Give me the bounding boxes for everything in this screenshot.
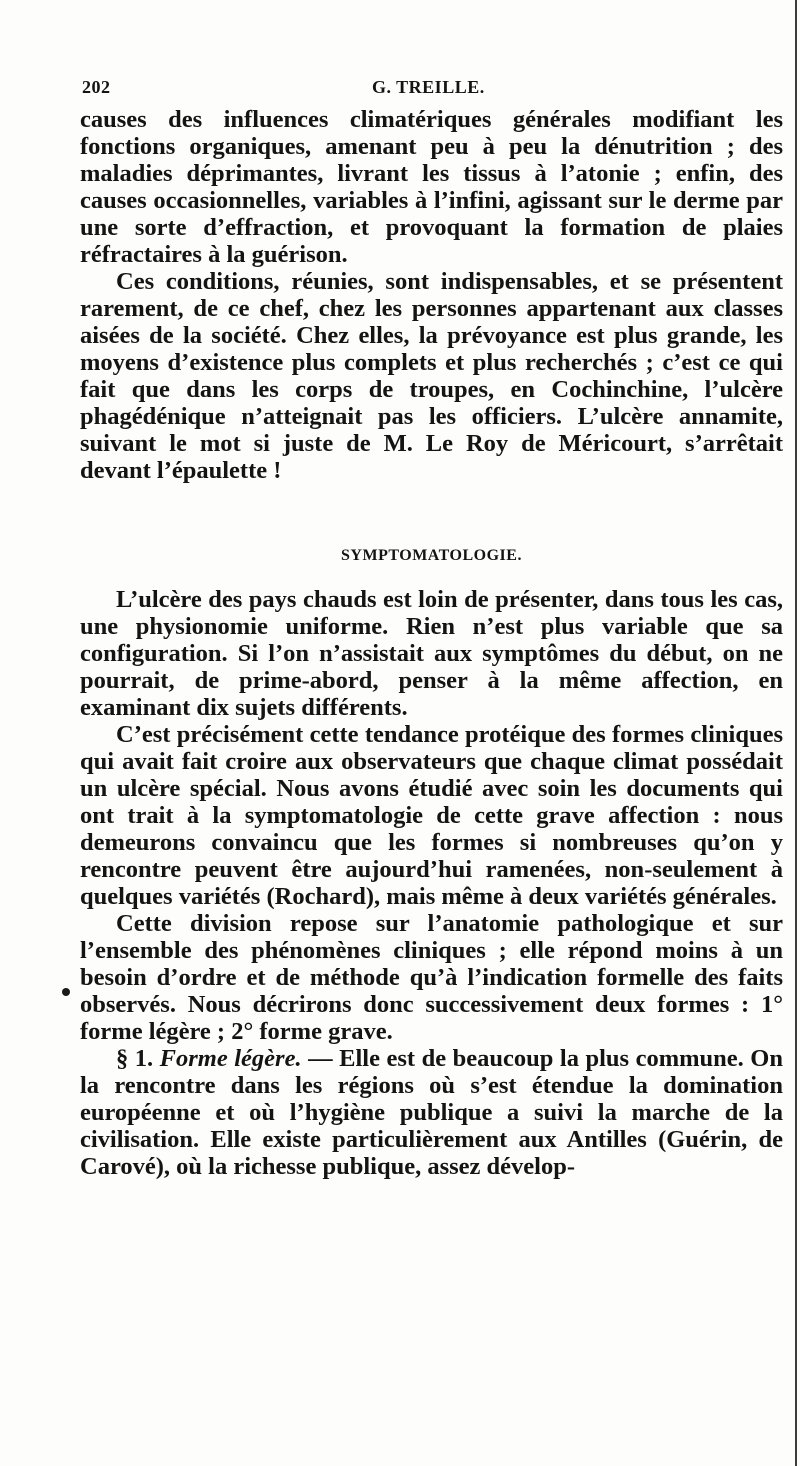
- page-edge-line: [795, 0, 797, 1466]
- paragraph-conditions: Ces conditions, réunies, sont indispensables, et se présentent rarement, de ce chef, chez les personnes appartenant aux classes aisées de la société. Chez elles, la prévoyance est plus grande, les moyens d’existence plus complets et plus recherchés ; c’est ce qui fait que dans les corps de troupes, en Cochinchine, l’ulcère phagédénique n’atteignait pas les officiers. L’ulcère annamite, suivant le mot si juste de M. Le Roy de Méricourt, s’arrêtait devant l’épaulette !: [80, 268, 783, 484]
- paragraph-forme-legere: [80, 1045, 783, 1180]
- page-header: [82, 77, 782, 101]
- page-number: 202: [82, 77, 111, 97]
- running-head: G. TREILLE.: [372, 77, 485, 97]
- paragraph-continuation: causes des influences climatériques générales modifiant les fonctions organiques, amenant peu à peu la dénutrition ; des maladies déprimantes, livrant les tissus à l’atonie ; enfin, des causes occasionnelles, variables à l’infini, agissant sur le derme par une sorte d’effraction, et provoquant la formation de plaies réfractaires à la guérison.: [80, 106, 783, 268]
- margin-mark: [62, 988, 70, 996]
- body-text: [80, 106, 783, 1180]
- subsection-number: § 1.: [116, 1045, 160, 1072]
- paragraph-division: Cette division repose sur l’anatomie pathologique et sur l’ensemble des phénomènes cliniques ; elle répond moins à un besoin d’ordre et de méthode qu’à l’indication formelle des faits observés. Nous décrirons donc successivement deux formes : 1° forme légère ; 2° forme grave.: [80, 910, 783, 1045]
- section-heading: SYMPTOMATOLOGIE.: [341, 547, 522, 564]
- paragraph-physionomie: L’ulcère des pays chauds est loin de présenter, dans tous les cas, une physionomie uniforme. Rien n’est plus variable que sa configuration. Si l’on n’assistait aux symptômes du début, on ne pourrait, de prime-abord, penser à la même affection, en examinant dix sujets différents.: [80, 586, 783, 721]
- subsection-title: Forme légère.: [159, 1045, 302, 1072]
- paragraph-formes-cliniques: C’est précisément cette tendance protéique des formes cliniques qui avait fait croire aux observateurs que chaque climat possédait un ulcère spécial. Nous avons étudié avec soin les documents qui ont trait à la symptomatologie de cette grave affection : nous demeurons convaincu que les formes si nombreuses qu’on y rencontre peuvent être aujourd’hui ramenées, non-seulement à quelques variétés (Rochard), mais même à deux variétés générales.: [80, 721, 783, 910]
- subsection-body: — Elle est de beaucoup la plus commune. On la rencontre dans les régions où s’est étendue la domination européenne et où l’hygiène publique a suivi la marche de la civilisation. Elle existe particulièrement aux Antilles (Guérin, de Carové), où la richesse publique, assez dévelop-: [80, 1045, 783, 1180]
